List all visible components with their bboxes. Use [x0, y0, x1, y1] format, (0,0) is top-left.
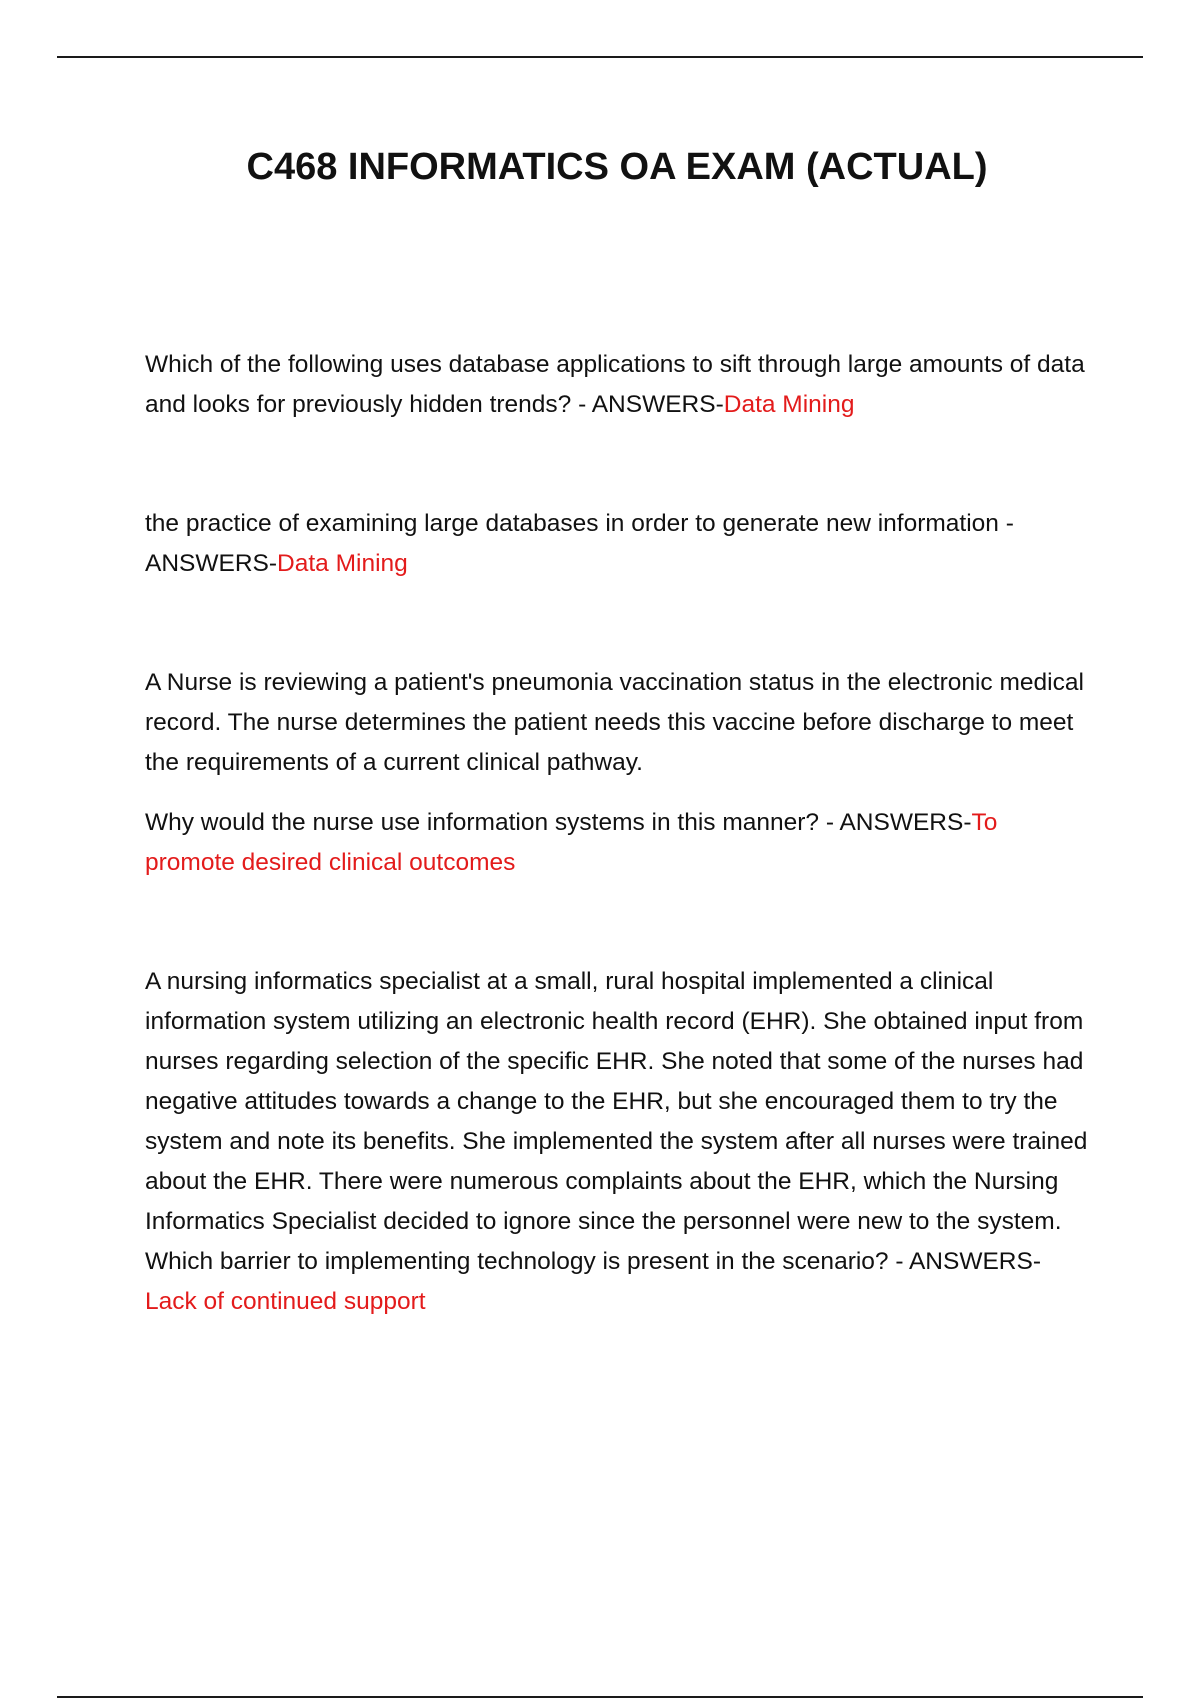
top-rule: [57, 56, 1143, 58]
bottom-rule: [57, 1696, 1143, 1698]
answer-text: To promote desired clinical outcomes: [145, 809, 998, 876]
qa-item-1: [145, 345, 1090, 425]
question-text: A nursing informatics specialist at a small, rural hospital implemented a clinical information system utilizing an electronic health record (EHR). She obtained input from nurses regarding selection of the specific EHR. She noted that some of the nurses had negative attitudes towards a change to the EHR, but she encouraged them to try the system and note its benefits. She implemented the system after all nurses were trained about the EHR. There were numerous complaints about the EHR, which the Nursing Informatics Specialist decided to ignore since the personnel were new to the system. Which barrier to implementing technology is present in the scenario? - ANSWERS-: [145, 968, 1088, 1275]
answer-text: Data Mining: [277, 550, 408, 577]
question-text: the practice of examining large databases in order to generate new information - ANSWERS-: [145, 510, 1014, 577]
question-text: Why would the nurse use information systems in this manner? - ANSWERS-: [145, 809, 972, 836]
qa-item-2: [145, 504, 1090, 584]
document-title: C468 INFORMATICS OA EXAM (ACTUAL): [246, 146, 988, 188]
qa-item-4: [145, 803, 1090, 883]
answer-text: Data Mining: [723, 391, 855, 418]
answer-text: Lack of continued support: [145, 1288, 426, 1315]
qa-item-3: [145, 663, 1090, 783]
question-text: Which of the following uses database applications to sift through large amounts of data and looks for previously hidden trends? - ANSWERS-: [145, 351, 1085, 418]
question-text: A Nurse is reviewing a patient's pneumonia vaccination status in the electronic medical record. The nurse determines the patient needs this vaccine before discharge to meet the requirements of a current clinical pathway.: [145, 669, 1084, 776]
qa-item-5: [145, 962, 1090, 1322]
document-body: [145, 345, 1090, 1322]
